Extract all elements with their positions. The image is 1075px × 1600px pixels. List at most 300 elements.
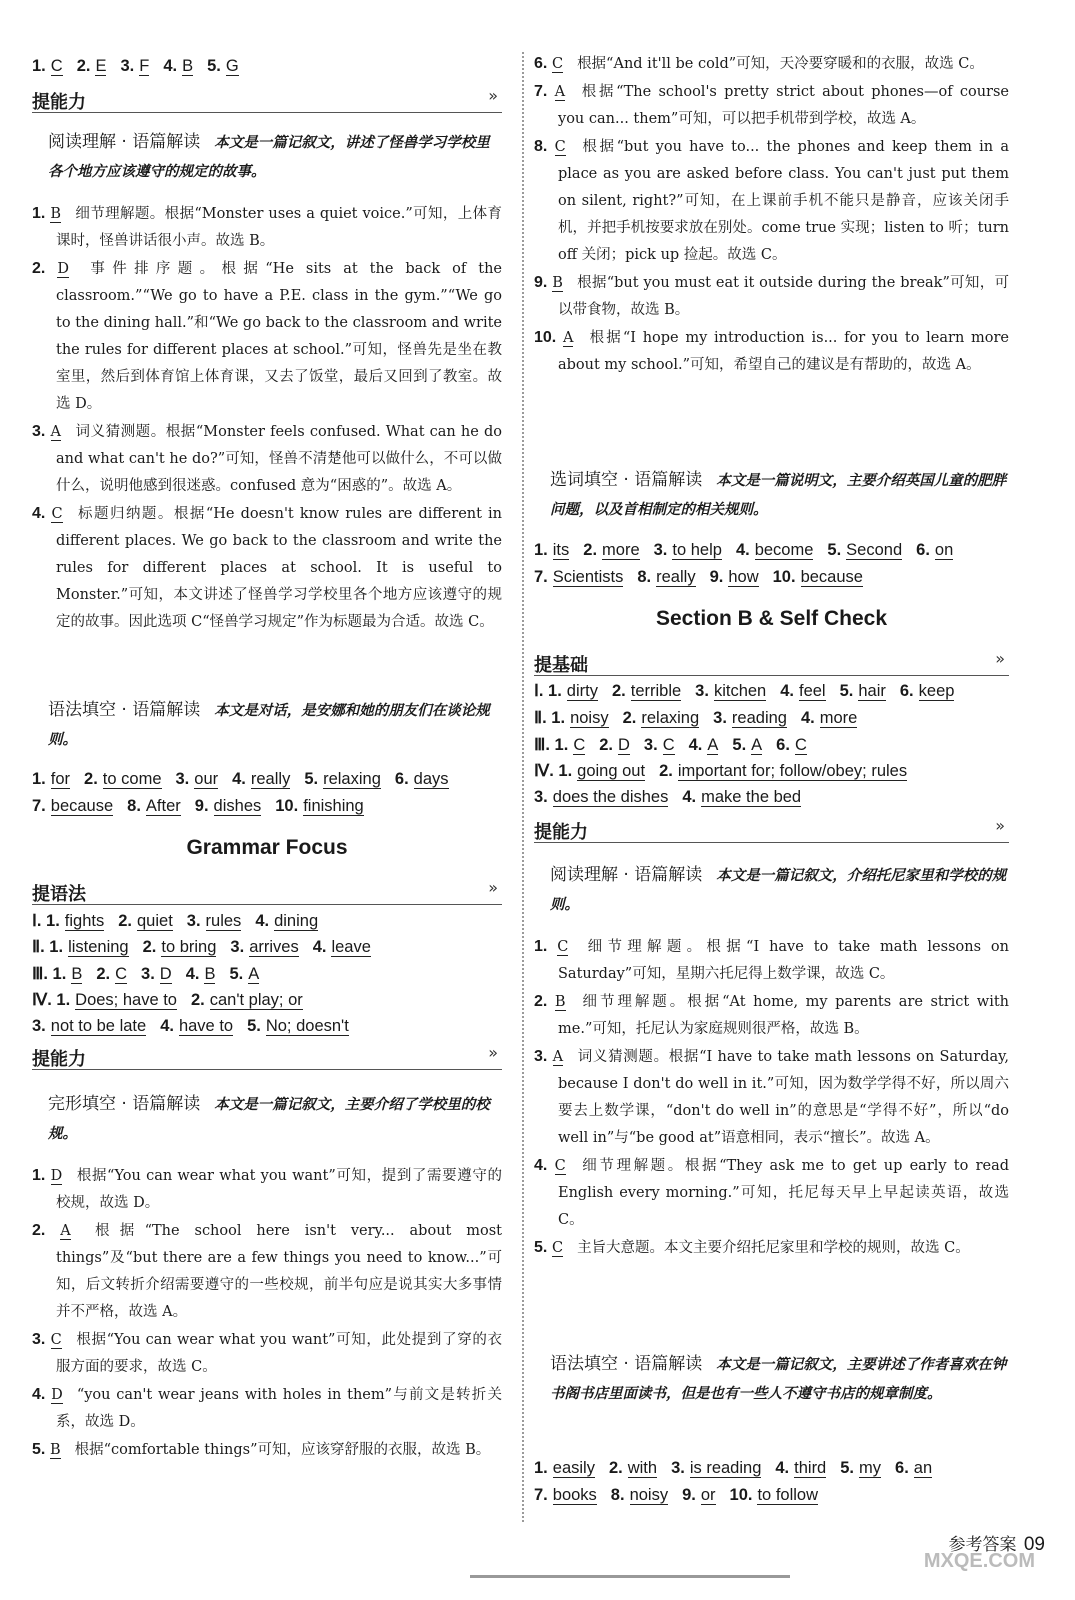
answer-row [32,990,317,1010]
explanation-item [32,1381,502,1436]
explanation-item [534,133,1009,269]
answer-item [775,1459,840,1477]
answer-item [176,770,233,788]
explanation-item [32,1326,502,1381]
answer-value: finishing [303,797,364,815]
answer-value: to bring [161,938,217,956]
answer-number: 4. [688,736,703,754]
footer-label: 参考答案 [948,1535,1017,1555]
answer-item [32,797,127,815]
answer-item [534,682,612,700]
answer-value: C [554,1158,566,1174]
answer-item [682,1486,729,1504]
explanation-item [32,1162,502,1217]
answer-value: have to [178,1017,234,1035]
answer-number: 7. [534,83,548,100]
answer-value: can't play; or [209,991,303,1009]
answer-number: 3. [653,541,668,559]
answer-value: relaxing [323,770,381,788]
answer-number: 2. [118,912,132,930]
answer-item [191,991,317,1009]
answer-item [534,541,583,559]
answer-number: 3. [32,423,46,440]
answer-number: 3. [32,1017,46,1035]
answer-value: or [700,1486,716,1504]
answer-value: its [552,541,570,559]
answer-number: 4. [534,1157,548,1174]
answer-item [141,965,186,983]
answer-value: is reading [689,1459,762,1477]
answer-item [534,788,682,806]
passage-label: 阅读理解 · 语篇解读 [48,132,201,152]
answer-value: B [71,965,83,983]
answer-row [534,735,821,755]
answer-number: 4. [232,770,246,788]
answer-value: leave [331,938,371,956]
answer-number: 1. [534,541,548,559]
section-header-ability [32,88,502,113]
answer-value: D [618,736,630,754]
answer-number: 3. [32,1331,46,1348]
answer-row [534,788,815,807]
answer-value: my [859,1459,882,1477]
passage-title [32,128,502,186]
answer-item [671,1459,775,1477]
explanation-item [534,78,1009,133]
answer-number: 6. [916,541,930,559]
answer-number: 3. [120,57,135,75]
answer-row [32,1017,363,1036]
answer-item [611,1486,682,1504]
answer-item [534,736,599,754]
answer-value: fights [64,912,105,930]
explanation-text: 词义猜测题。根据“Monster feels confused. What can he do and what can't he do?”可知，怪兽不清楚他可以做什么，不可以做什么，说明他感到很迷惑。confused 意为“困惑的”。故选 A。 [56,424,502,494]
section-title: Section B & Self Check [655,607,888,630]
section-header-label: 提能力 [534,822,588,843]
answer-number: 9. [709,568,724,586]
answer-number: 9. [194,797,209,815]
answer-item [895,1459,946,1477]
answer-value: how [728,568,759,586]
section-header-label: 提基础 [534,655,588,676]
answer-number: 4. [255,912,270,930]
answer-value: more [602,541,640,559]
answer-item [534,568,637,586]
reading-comprehension-block [534,861,1009,1262]
answer-number: Ⅳ. 1. [32,991,71,1009]
answer-value: C [115,965,128,983]
answer-value: really [656,568,696,586]
explanation-list [534,933,1009,1262]
explanation-text: 根据“comfortable things”可知，应该穿舒服的衣服，故选 B。 [74,1442,491,1458]
answer-number: 1. [534,938,548,955]
answer-number: 9. [534,274,548,291]
answer-row [534,1459,946,1478]
answer-number: 2. [84,770,98,788]
answer-number: 3. [643,736,658,754]
answer-item [32,770,84,788]
answer-value: A [554,84,566,100]
passage-title [32,696,502,754]
answer-value: with [627,1459,658,1477]
explanation-item [32,200,502,255]
answer-item [32,1017,160,1035]
answer-value: C [51,506,63,522]
answer-number: Ⅱ. 1. [534,709,566,727]
answer-number: 4. [163,57,178,75]
answer-item [840,1459,895,1477]
answer-number: 3. [186,912,201,930]
answer-number: 7. [534,568,548,586]
answer-item [612,682,695,700]
answer-value: F [139,57,150,75]
answer-number: 10. [772,568,796,586]
answer-row [32,57,253,76]
answer-value: Does; have to [75,991,177,1009]
answer-number: 4. [775,1459,790,1477]
column-divider [522,52,524,1522]
answer-row [534,681,968,701]
chevron-right-icon: » [488,1043,498,1062]
answer-item [195,797,275,815]
answer-value: really [250,770,291,788]
answer-number: 2. [76,57,91,75]
answer-value: C [662,736,675,754]
answer-number: 2. [583,541,598,559]
answer-number: 4. [32,1386,46,1403]
answer-row [32,911,332,931]
answer-number: 9. [682,1486,696,1504]
answer-value: D [159,965,172,983]
answer-item [713,709,801,727]
section-header-basic [534,651,1009,676]
answer-value: terrible [630,682,682,700]
answer-item [230,938,312,956]
passage-title [534,861,1009,919]
answer-value: important for; follow/obey; rules [677,762,908,780]
answer-item [609,1459,671,1477]
answer-number: 2. [622,709,637,727]
chevron-right-icon: » [995,816,1005,835]
answer-value: quiet [137,912,173,930]
answer-item [695,682,780,700]
answer-item [207,57,253,75]
explanation-list [32,200,502,636]
answer-number: 2. [608,1459,623,1477]
explanation-item [32,1436,502,1464]
answer-number: 10. [534,329,557,346]
answer-number: 4. [160,1017,174,1035]
answer-number: 5. [32,1441,46,1458]
answer-value: books [552,1486,597,1504]
answer-number: 3. [695,682,709,700]
answer-item [534,1459,609,1477]
answer-item [247,1017,363,1035]
explanation-text: 细节理解题。根据“Monster uses a quiet voice.”可知，上体育课时，怪兽讲话很小声。故选 B。 [56,206,502,249]
passage-summary: 本文是一篇记叙文，主要介绍了学校里的校规。 [48,1097,490,1142]
answer-value: make the bed [701,788,802,806]
answer-number: 6. [776,736,790,754]
answer-item [710,568,773,586]
answer-item [654,541,736,559]
explanation-text: 根据“I hope my introduction is... for you to learn more about my school.”可知，希望自己的建议是有帮助的，故选 A。 [558,330,1010,373]
answer-row [32,770,463,789]
passage-title [534,1350,1009,1408]
answer-value: listening [68,938,129,956]
passage-summary: 本文是一篇记叙文，介绍托尼家里和学校的规则。 [550,868,1007,913]
answer-number: 5. [840,1459,855,1477]
answer-item [623,709,714,727]
answer-number: 3. [534,1048,548,1065]
answer-value: dishes [213,797,262,815]
answer-number: 1. [32,205,46,222]
answer-value: A [751,736,763,754]
answer-number: 4. [185,965,200,983]
answer-value: C [557,939,569,955]
explanation-item [32,1217,502,1326]
explanation-text: 标题归纳题。根据“He doesn't know rules are different in different places. We go back to the classroom and write the rules for different places at school. It is useful to Monster.”可知，本文讲述了怪兽学习学校里各个地方应该遵守的规定的故事。因此选项 C“怪兽学习规定”作为标题最为合适。故选 C。 [56,506,502,630]
word-fill-block [534,466,1009,524]
answer-value: C [554,139,566,155]
answer-value: because [50,797,114,815]
answer-value: noisy [629,1486,669,1504]
answer-value: C [551,1240,564,1256]
answer-value: B [554,994,566,1010]
answer-number: 2. [96,965,111,983]
answer-number: 4. [735,541,750,559]
answer-number: 5. [229,965,244,983]
explanation-text: 根据“You can wear what you want”可知，提到了需要遵守的校规，故选 D。 [56,1168,502,1211]
answer-value: D [57,261,69,277]
answer-number: 8. [610,1486,625,1504]
explanation-list [32,1162,502,1464]
answer-item [637,568,709,586]
answer-item [736,541,827,559]
answer-value: B [204,965,216,983]
answer-item [840,682,900,700]
answer-number: 5. [839,682,854,700]
answer-item [395,770,463,788]
passage-summary: 本文是一篇说明文，主要介绍英国儿童的肥胖问题，以及首相制定的相关规则。 [550,473,1007,518]
answer-number: 5. [247,1017,261,1035]
explanation-item [534,1043,1009,1152]
answer-number: 5. [827,541,842,559]
section-header-ability [32,1045,502,1070]
explanation-text: 根据“The school here isn't very... about most things”及“but there are a few things you need to know...”可知，后文转折介绍需要遵守的一些校规，前半句应是说其实大多事情并不严格，故选 A。 [56,1223,503,1320]
answer-item [304,770,395,788]
footer-line [470,1575,790,1578]
answer-number: 3. [671,1459,685,1477]
explanation-item [32,500,502,636]
explanation-item [534,933,1009,988]
answer-number: 3. [175,770,190,788]
answer-value: easily [552,1459,595,1477]
answer-item [534,1486,611,1504]
answer-number: 2. [611,682,626,700]
answer-item [232,770,304,788]
cloze-block [32,1090,502,1464]
answer-value: G [225,57,239,75]
chevron-right-icon: » [488,86,498,105]
answer-number: Ⅲ. 1. [32,965,67,983]
answer-item [32,991,191,1009]
answer-value: our [194,770,219,788]
answer-value: for [50,770,71,788]
answer-number: Ⅰ. 1. [32,912,60,930]
answer-value: feel [798,682,826,700]
answer-item [163,57,207,75]
answer-item [120,57,163,75]
passage-label: 语法填空 · 语篇解读 [550,1354,703,1374]
explanation-text: 根据“but you must eat it outside during the break”可知，可以带食物，故选 B。 [558,275,1009,318]
explanation-text: 词义猜测题。根据“I have to take math lessons on Saturday, because I don't do well in it.”可知，因为数学学得不好，所以周六要去上数学课，“don't do well in”的意思是“学得不好”，所以“do well in”与“be good at”语意相同，表示“擅长”。故选 A。 [558,1049,1009,1146]
answer-value: No; doesn't [265,1017,349,1035]
answer-value: arrives [249,938,299,956]
answer-number: 2. [534,993,548,1010]
answer-value: keep [918,682,955,700]
grammar-fill-block [32,696,502,754]
answer-number: 1. [32,770,46,788]
answer-item [186,965,230,983]
explanation-item [32,418,502,500]
answer-item [32,938,143,956]
reading-comprehension-block [32,128,502,636]
answer-number: Ⅲ. 1. [534,736,569,754]
answer-item [730,1486,832,1504]
chevron-right-icon: » [488,878,498,897]
explanation-item [534,324,1009,379]
answer-number: 4. [312,938,327,956]
explanation-item [534,269,1009,324]
passage-summary: 本文是对话，是安娜和她的朋友们在谈论规则。 [48,703,490,748]
answer-number: 5. [732,736,747,754]
answer-item [583,541,653,559]
explanation-text: “you can't wear jeans with holes in them”与前文是转折关系，故选 D。 [56,1387,502,1430]
section-header-label: 提语法 [32,884,86,905]
answer-number: 10. [729,1486,753,1504]
answer-value: rules [205,912,242,930]
answer-value: kitchen [713,682,767,700]
answer-value: A [707,736,719,754]
answer-value: to help [672,541,722,559]
answer-item [127,797,195,815]
answer-item [827,541,916,559]
explanation-item [32,255,502,418]
answer-value: more [819,709,858,727]
answer-item [776,736,821,754]
explanation-text: 主旨大意题。本文主要介绍托尼家里和学校的规则，故选 C。 [577,1240,970,1256]
passage-label: 完形填空 · 语篇解读 [48,1094,201,1114]
answer-number: 2. [32,260,46,277]
answer-number: 8. [127,797,141,815]
explanation-item [534,50,1009,78]
answer-number: 6. [895,1459,909,1477]
answer-value: to follow [757,1486,818,1504]
answer-item [659,762,921,780]
answer-value: A [562,330,574,346]
answer-item [32,912,118,930]
watermark: MXQE.COM [923,1550,1035,1572]
answer-value: not to be late [50,1017,147,1035]
answer-value: noisy [570,709,609,727]
answer-item [229,965,273,983]
answer-number: 2. [142,938,157,956]
answer-number: 7. [32,797,46,815]
explanation-item [534,988,1009,1043]
answer-item [160,1017,247,1035]
explanation-text: 细节理解题。根据“They ask me to get up early to read English every morning.”可知，托尼每天早上早起读英语，故选 C。 [558,1158,1010,1228]
answer-number: 5. [534,1239,548,1256]
answer-item [32,965,96,983]
answer-number: Ⅳ. 1. [534,762,573,780]
answer-value: become [754,541,814,559]
section-title: Grammar Focus [186,836,348,859]
answer-value: A [50,424,61,440]
answer-value: dirty [566,682,598,700]
answer-value: days [413,770,449,788]
answer-value: D [51,1387,63,1403]
answer-number: Ⅰ. 1. [534,682,562,700]
passage-summary: 本文是一篇记叙文，主要讲述了作者喜欢在钟书阁书店里面读书，但是也有一些人不遵守书店的规章制度。 [550,1357,1007,1402]
answer-value: E [95,57,107,75]
answer-number: 1. [32,57,46,75]
answer-number: 1. [534,1459,548,1477]
answer-number: 2. [599,736,613,754]
explanation-text: 根据“but you have to... the phones and keep them in a place as you are asked before class. You can't just put them on silent, right?”可知，在上课前手机不能只是静音，应该关闭手机，并把手机按要求放在别处。come true 实现；listen to 听；turn off 关闭；pick up 捡起。故选 C。 [558,139,1010,263]
answer-item [732,736,776,754]
explanation-text: 事件排序题。根据“He sits at the back of the classroom.”“We go to have a P.E. class in the gym.”“We go to the dining hall.”和“We go back to the classroom and write the rules for different places at school.”可知，怪兽先是坐在教室里，然后到体育馆上体育课，又去了饭堂，最后又回到了教室。故选 D。 [56,261,502,412]
answer-number: 2. [32,1222,46,1239]
answer-number: 8. [637,568,652,586]
answer-number: 4. [800,709,815,727]
answer-value: an [913,1459,933,1477]
answer-row [32,797,378,816]
answer-number: 3. [713,709,727,727]
answer-number: 3. [141,965,155,983]
answer-number: 8. [534,138,548,155]
answer-value: C [551,56,564,72]
answer-number: 4. [780,682,794,700]
answer-item [682,788,815,806]
answer-item [313,938,385,956]
answer-value: does the dishes [552,788,669,806]
answer-value: B [50,206,61,222]
grammar-fill-block [534,1350,1009,1408]
answer-value: B [552,275,563,291]
answer-item [689,736,733,754]
explanation-text: 细节理解题。根据“At home, my parents are strict with me.”可知，托尼认为家庭规则很严格，故选 B。 [558,994,1010,1037]
explanation-text: 根据“And it'll be cold”可知，天冷要穿暖和的衣服，故选 C。 [577,56,984,72]
answer-row [534,541,967,560]
answer-value: dining [274,912,319,930]
answer-item [644,736,689,754]
passage-label: 选词填空 · 语篇解读 [550,470,703,490]
answer-value: C [794,736,807,754]
answer-value: Scientists [552,568,624,586]
passage-summary: 本文是一篇记叙文，讲述了怪兽学习学校里各个地方应该遵守的规定的故事。 [48,135,490,180]
answer-value: because [800,568,863,586]
answer-number: 2. [659,762,673,780]
page-number: 09 [1023,1534,1045,1555]
explanation-text: 细节理解题。根据“I have to take math lessons on Saturday”可知，星期六托尼得上数学课，故选 C。 [558,939,1009,982]
answer-number: 3. [534,788,548,806]
explanation-text: 根据“You can wear what you want”可知，此处提到了穿的衣服方面的要求，故选 C。 [56,1332,502,1375]
answer-number: 5. [304,770,319,788]
passage-label: 语法填空 · 语篇解读 [48,700,201,720]
passage-label: 阅读理解 · 语篇解读 [550,865,703,885]
answer-number: 6. [899,682,914,700]
answer-number: 6. [394,770,409,788]
